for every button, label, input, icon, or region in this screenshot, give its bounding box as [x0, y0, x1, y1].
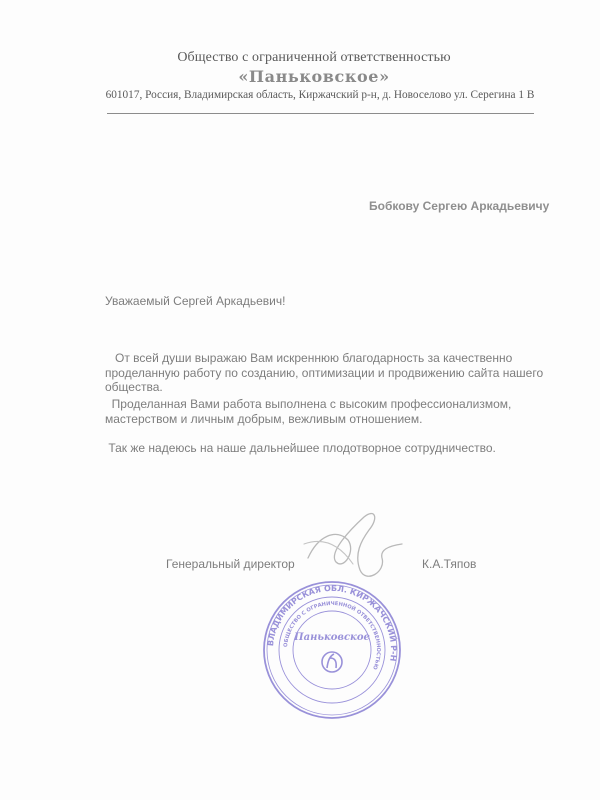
- stamp-middle-ring: [279, 597, 385, 703]
- letterhead-divider: [107, 113, 534, 114]
- letterhead-address: 601017, Россия, Владимирская область, Киржачский р-н, д. Новоселово ул. Серегина 1 В: [105, 89, 535, 101]
- paragraph-professionalism: [105, 397, 511, 426]
- stamp-inner-ring: [293, 611, 371, 689]
- recipient-name: Бобкову Сергею Аркадьевичу: [369, 199, 550, 213]
- paragraph-line: Проделанная Вами работа выполнена с высоким профессионализмом,: [105, 397, 512, 411]
- stamp-logo-letter-icon: [327, 654, 336, 668]
- stamp-inner-text: ОБЩЕСТВО С ОГРАНИЧЕННОЙ ОТВЕТСТВЕННОСТЬЮ: [283, 600, 382, 671]
- paragraph-line: мастерством и личным добрым, вежливым отношением.: [105, 411, 423, 426]
- paragraph-gratitude: [105, 351, 543, 395]
- stamp-center-text: Паньковское: [294, 632, 370, 643]
- paragraph-line: общества.: [105, 380, 163, 394]
- paragraph-cooperation: [105, 441, 496, 456]
- letterhead-org-name: «Паньковское»: [238, 67, 390, 86]
- stamp-outer-text: ВЛАДИМИРСКАЯ ОБЛ. КИРЖАЧСКИЙ Р-Н: [266, 583, 399, 662]
- signer-name: К.А.Тяпов: [422, 557, 477, 571]
- company-stamp: [262, 580, 402, 720]
- paragraph-line: проделанную работу по созданию, оптимизации и продвижению сайта нашего: [105, 365, 544, 380]
- signer-title: Генеральный директор: [166, 557, 295, 571]
- paragraph-line: Так же надеюсь на наше дальнейшее плодотворное сотрудничество.: [105, 441, 496, 455]
- paragraph-line: От всей души выражаю Вам искреннюю благодарность за качественно: [105, 351, 513, 365]
- handwritten-signature: [300, 508, 410, 588]
- salutation: Уважаемый Сергей Аркадьевич!: [105, 294, 286, 308]
- letterhead-org-type: Общество с ограниченной ответственностью: [177, 50, 451, 65]
